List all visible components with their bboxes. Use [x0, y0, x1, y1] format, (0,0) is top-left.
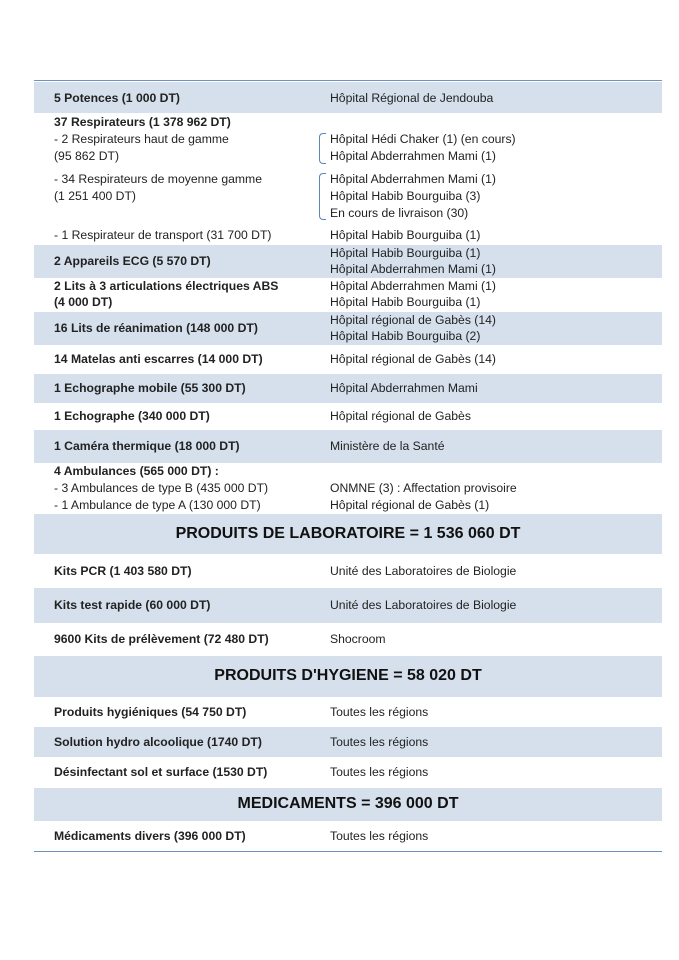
destination: En cours de livraison (30): [330, 206, 469, 220]
table-row: [34, 345, 662, 374]
item-label: 9600 Kits de prélèvement (72 480 DT): [54, 632, 269, 646]
destination: Shocroom: [330, 632, 386, 646]
item-detail: - 3 Ambulances de type B (435 000 DT): [54, 481, 269, 495]
item-label: 2 Lits à 3 articulations électriques ABS: [54, 279, 279, 293]
item-label: 14 Matelas anti escarres (14 000 DT): [54, 352, 263, 366]
item-label: Kits test rapide (60 000 DT): [54, 598, 211, 612]
item-label: Solution hydro alcoolique (1740 DT): [54, 735, 262, 749]
table-row: [34, 82, 662, 113]
brace-icon: [319, 173, 326, 220]
item-detail: - 1 Ambulance de type A (130 000 DT): [54, 498, 261, 512]
item-label: 1 Echographe mobile (55 300 DT): [54, 381, 246, 395]
destination: Unité des Laboratoires de Biologie: [330, 564, 517, 578]
destination: Hôpital régional de Gabès (1): [330, 498, 490, 512]
item-detail: (1 251 400 DT): [54, 189, 136, 203]
section-header-laboratoire: [34, 514, 662, 554]
table-row: [34, 278, 662, 312]
item-label: (4 000 DT): [54, 295, 113, 309]
table-row: [34, 374, 662, 403]
destination: Hôpital régional de Gabès: [330, 409, 471, 423]
item-label: 37 Respirateurs (1 378 962 DT): [54, 115, 231, 129]
destination: Hôpital régional de Gabès (14): [330, 352, 496, 366]
item-label: Produits hygiéniques (54 750 DT): [54, 705, 247, 719]
table-bottom-rule: [34, 851, 662, 852]
destination: Hôpital Hédi Chaker (1) (en cours): [330, 132, 516, 146]
table-row: [34, 113, 662, 170]
table-row: [34, 821, 662, 851]
destination: Toutes les régions: [330, 735, 429, 749]
destination: Hôpital Abderrahmen Mami (1): [330, 262, 496, 276]
destination: ONMNE (3) : Affectation provisoire: [330, 481, 517, 495]
item-label: Médicaments divers (396 000 DT): [54, 829, 246, 843]
table-top-rule: [34, 80, 662, 81]
table-row: [34, 403, 662, 430]
item-detail: - 2 Respirateurs haut de gamme: [54, 132, 229, 146]
destination: Hôpital Habib Bourguiba (1): [330, 228, 481, 242]
table-row: [34, 554, 662, 588]
item-label: 4 Ambulances (565 000 DT) :: [54, 464, 219, 478]
table-row: [34, 224, 662, 245]
item-detail: - 1 Respirateur de transport (31 700 DT): [54, 228, 272, 242]
section-title: PRODUITS D'HYGIENE = 58 020 DT: [214, 667, 482, 684]
item-label: Kits PCR (1 403 580 DT): [54, 564, 192, 578]
table-row: [34, 463, 662, 514]
brace-icon: [319, 133, 326, 164]
item-label: 1 Caméra thermique (18 000 DT): [54, 439, 240, 453]
destination: Hôpital Habib Bourguiba (2): [330, 329, 481, 343]
destination: Hôpital Abderrahmen Mami (1): [330, 149, 496, 163]
destination: Toutes les régions: [330, 829, 429, 843]
table-row: [34, 757, 662, 788]
section-header-medicaments: [34, 788, 662, 821]
destination: Ministère de la Santé: [330, 439, 445, 453]
destination: Hôpital Habib Bourguiba (1): [330, 295, 481, 309]
table-row: [34, 727, 662, 757]
item-detail: - 34 Respirateurs de moyenne gamme: [54, 172, 262, 186]
table-row: [34, 245, 662, 278]
table-row: [34, 170, 662, 224]
item-label: 16 Lits de réanimation (148 000 DT): [54, 321, 258, 335]
item-label: Désinfectant sol et surface (1530 DT): [54, 765, 268, 779]
item-detail: (95 862 DT): [54, 149, 120, 163]
table-row: [34, 588, 662, 623]
table-row: [34, 697, 662, 727]
destination: Hôpital Régional de Jendouba: [330, 91, 494, 105]
item-label: 5 Potences (1 000 DT): [54, 91, 180, 105]
destination: Hôpital Abderrahmen Mami (1): [330, 279, 496, 293]
section-title: PRODUITS DE LABORATOIRE = 1 536 060 DT: [175, 525, 521, 542]
destination: Hôpital Habib Bourguiba (1): [330, 246, 481, 260]
destination: Hôpital Abderrahmen Mami: [330, 381, 478, 395]
section-header-hygiene: [34, 656, 662, 697]
table-row: [34, 430, 662, 463]
item-label: 2 Appareils ECG (5 570 DT): [54, 254, 211, 268]
destination: Toutes les régions: [330, 765, 429, 779]
destination: Toutes les régions: [330, 705, 429, 719]
destination: Hôpital régional de Gabès (14): [330, 313, 496, 327]
table-row: [34, 312, 662, 345]
table-row: [34, 623, 662, 656]
item-label: 1 Echographe (340 000 DT): [54, 409, 210, 423]
destination: Unité des Laboratoires de Biologie: [330, 598, 517, 612]
destination: Hôpital Habib Bourguiba (3): [330, 189, 481, 203]
destination: Hôpital Abderrahmen Mami (1): [330, 172, 496, 186]
section-title: MEDICAMENTS = 396 000 DT: [237, 795, 459, 812]
